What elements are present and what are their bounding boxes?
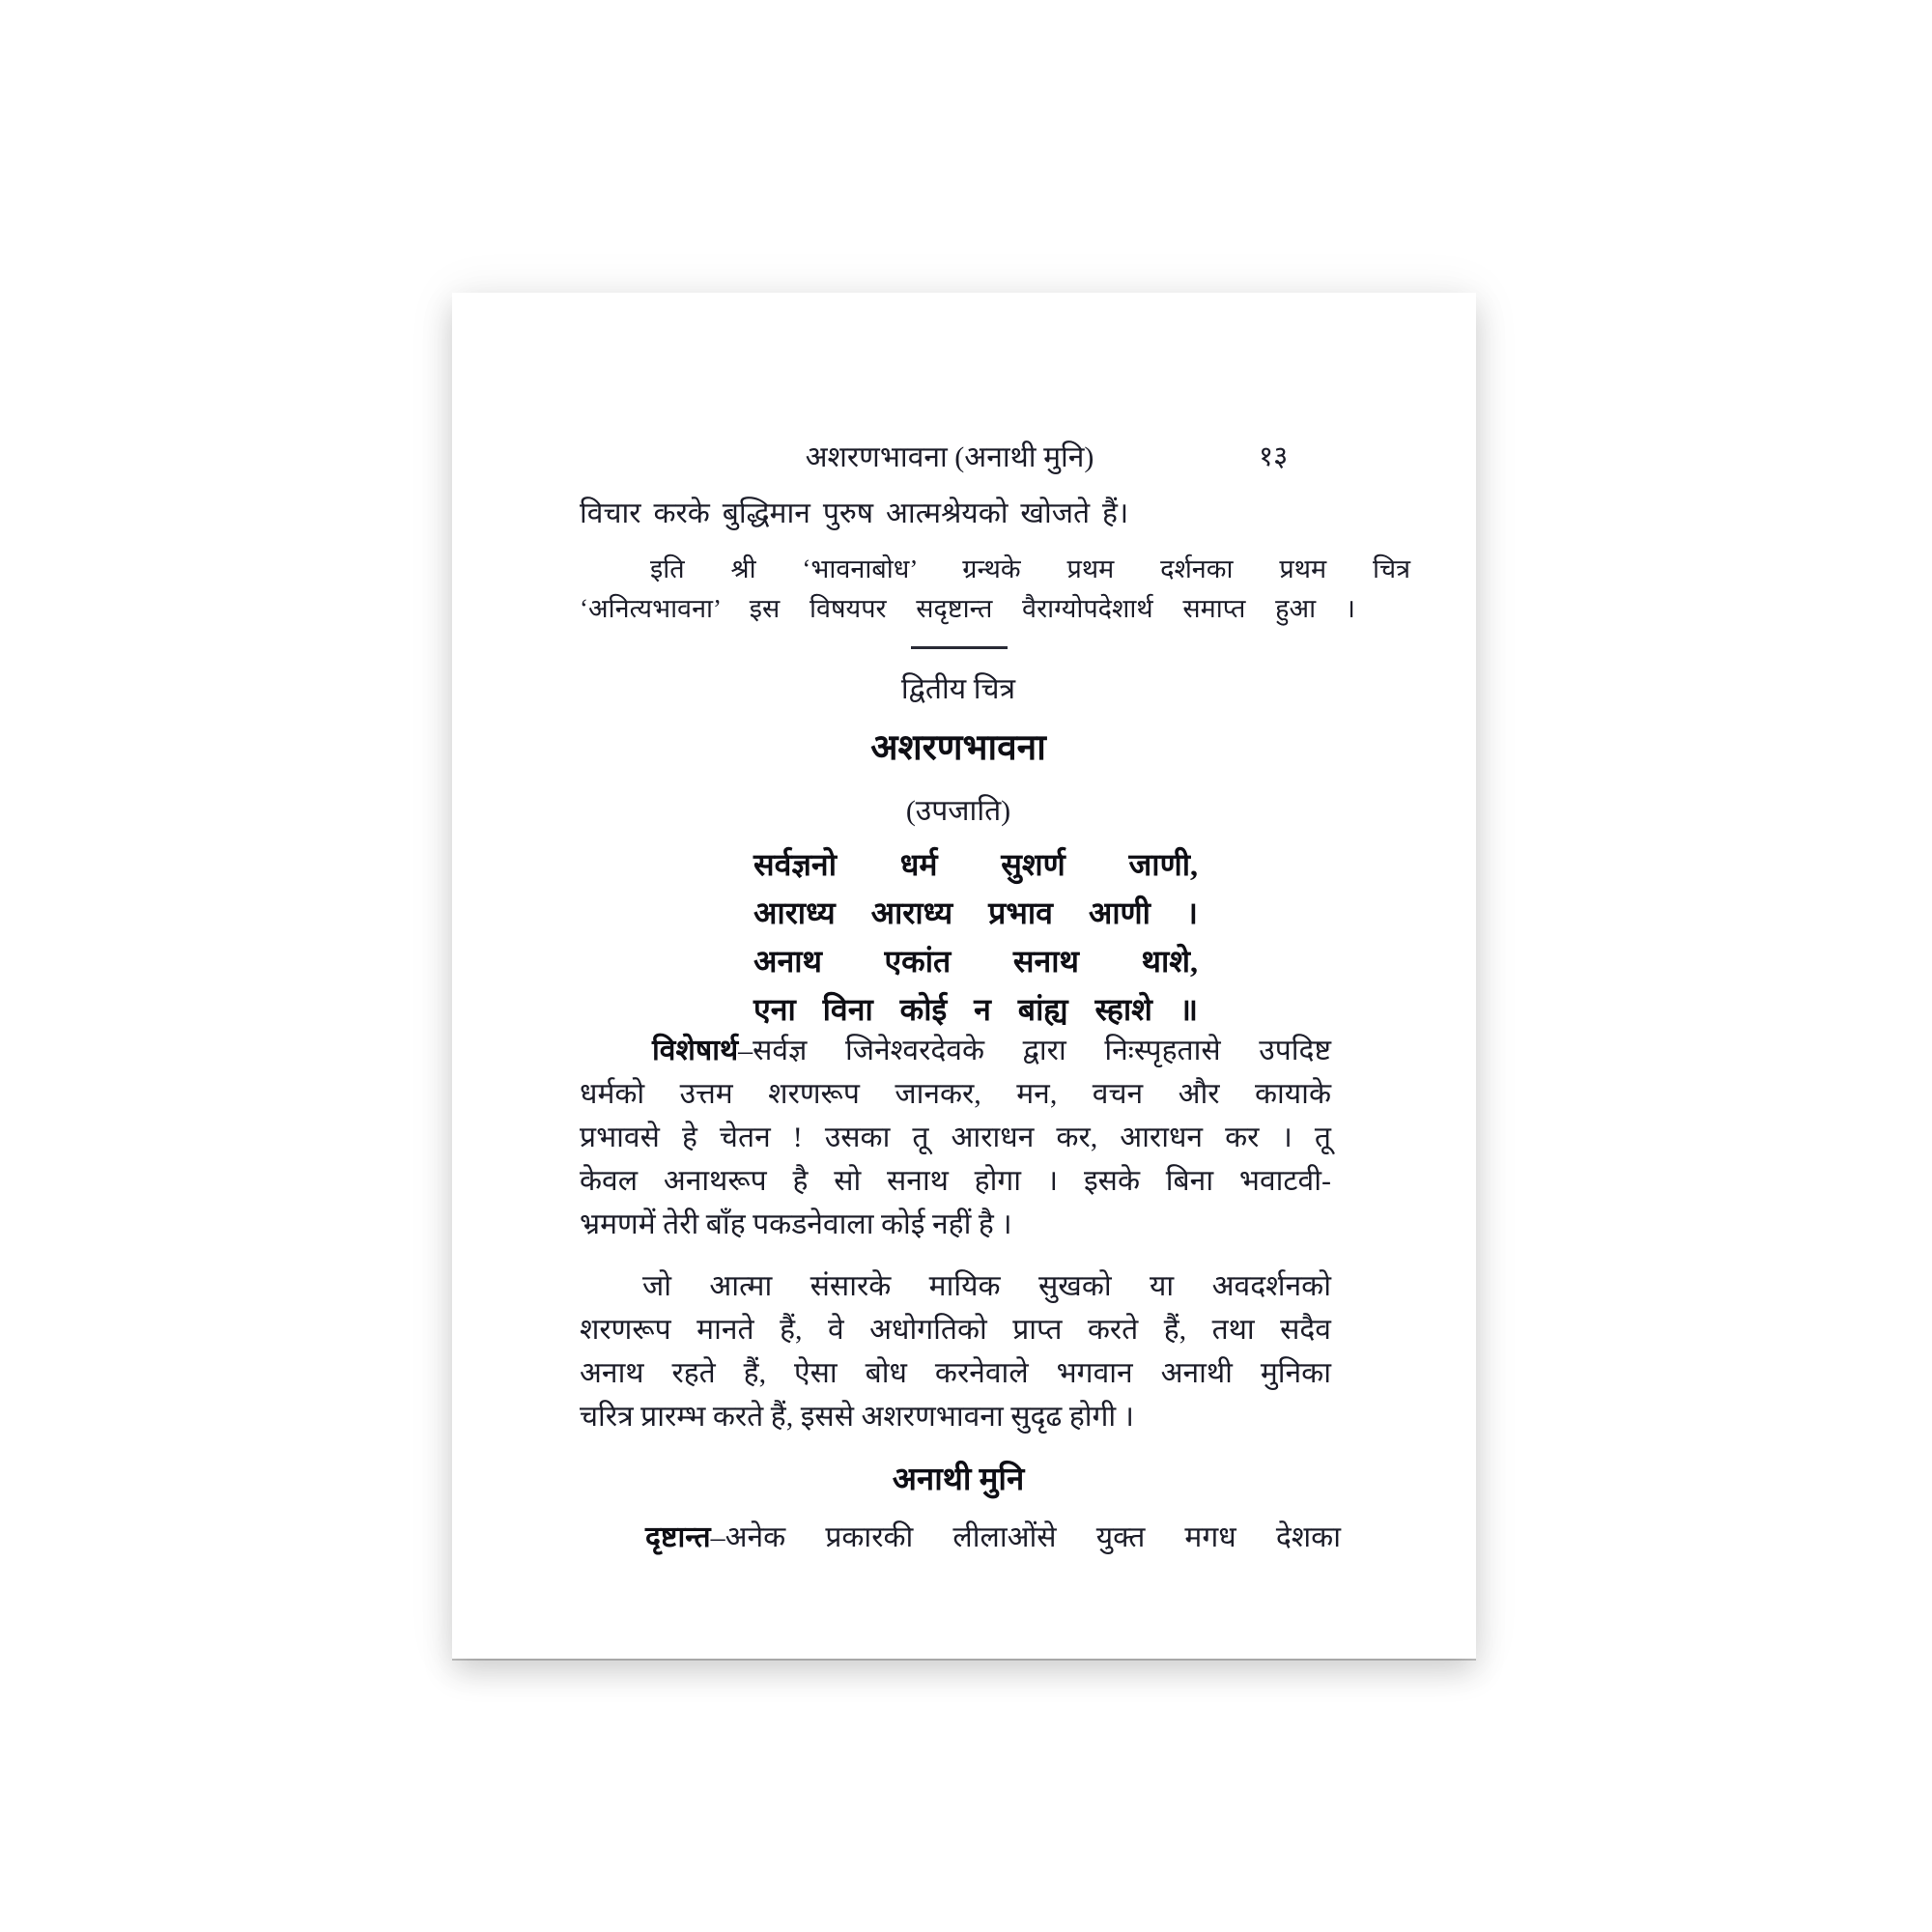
verse-line: आराध्य आराध्य प्रभाव आणी । [753, 895, 1198, 930]
running-header: अशरणभावना (अनाथी मुनि) [805, 441, 1094, 473]
commentary-line-text: –सर्वज्ञ जिनेश्वरदेवके द्वारा निःस्पृहतासे उपदिष्ट [738, 1035, 1331, 1066]
colophon [580, 550, 1410, 629]
story-line-text: –अनेक प्रकारकी लीलाओंसे युक्त मगध देशका [710, 1521, 1341, 1553]
meter-label: (उपजाति) [905, 795, 1011, 827]
commentary-line [580, 1029, 1331, 1072]
commentary-line: प्रभावसे हे चेतन ! उसका तू आराधन कर, आराधन कर । तू [580, 1122, 1331, 1153]
verse-line: एना विना कोई न बांह्य स्हाशे ॥ [753, 992, 1198, 1027]
story-lead-word: दृष्टान्त [645, 1521, 711, 1553]
book-page [452, 293, 1476, 1659]
section-divider [911, 646, 1008, 649]
verse-block [753, 840, 1198, 1034]
section-title: अशरणभावना [870, 728, 1046, 768]
commentary-line: भ्रमणमें तेरी बाँह पकडनेवाला कोई नहीं है । [580, 1208, 1012, 1240]
folio-page-number: १३ [1259, 441, 1289, 472]
verse-line: सर्वज्ञनो धर्म सुशर्ण जाणी, [753, 847, 1198, 882]
colophon-line: इति श्री ‘भावनाबोध’ ग्रन्थके प्रथम दर्शनका प्रथम चित्र [650, 554, 1410, 583]
commentary-paragraph [580, 1264, 1331, 1438]
story-opening [580, 1516, 1343, 1559]
verse-line: अनाथ एकांत सनाथ थाशे, [753, 944, 1198, 979]
commentary-line: चरित्र प्रारम्भ करते हैं, इससे अशरणभावना सुदृढ होगी । [580, 1401, 1135, 1433]
commentary-paragraph [580, 1029, 1331, 1246]
commentary-lead-word: विशेषार्थ [652, 1035, 739, 1066]
colophon-line: ‘अनित्यभावना’ इस विषयपर सदृष्टान्त वैराग्योपदेशार्थ समाप्त हुआ । [580, 594, 1355, 623]
intro-continuation-line: विचार करके बुद्धिमान पुरुष आत्मश्रेयको खोजते हैं। [580, 497, 1129, 529]
commentary-line: धर्मको उत्तम शरणरूप जानकर, मन, वचन और कायाके [580, 1078, 1331, 1110]
chapter-label: द्वितीय चित्र [900, 673, 1016, 705]
commentary-line: शरणरूप मानते हैं, वे अधोगतिको प्राप्त करते हैं, तथा सदैव [580, 1314, 1331, 1346]
commentary-line: अनाथ रहते हैं, ऐसा बोध करनेवाले भगवान अनाथी मुनिका [580, 1357, 1331, 1389]
story-line [645, 1516, 1341, 1559]
commentary-line: केवल अनाथरूप है सो सनाथ होगा । इसके बिना भवाटवी- [580, 1165, 1331, 1197]
commentary-line: जो आत्मा संसारके मायिक सुखको या अवदर्शनको [642, 1270, 1331, 1302]
subsection-title: अनाथी मुनि [892, 1463, 1025, 1497]
